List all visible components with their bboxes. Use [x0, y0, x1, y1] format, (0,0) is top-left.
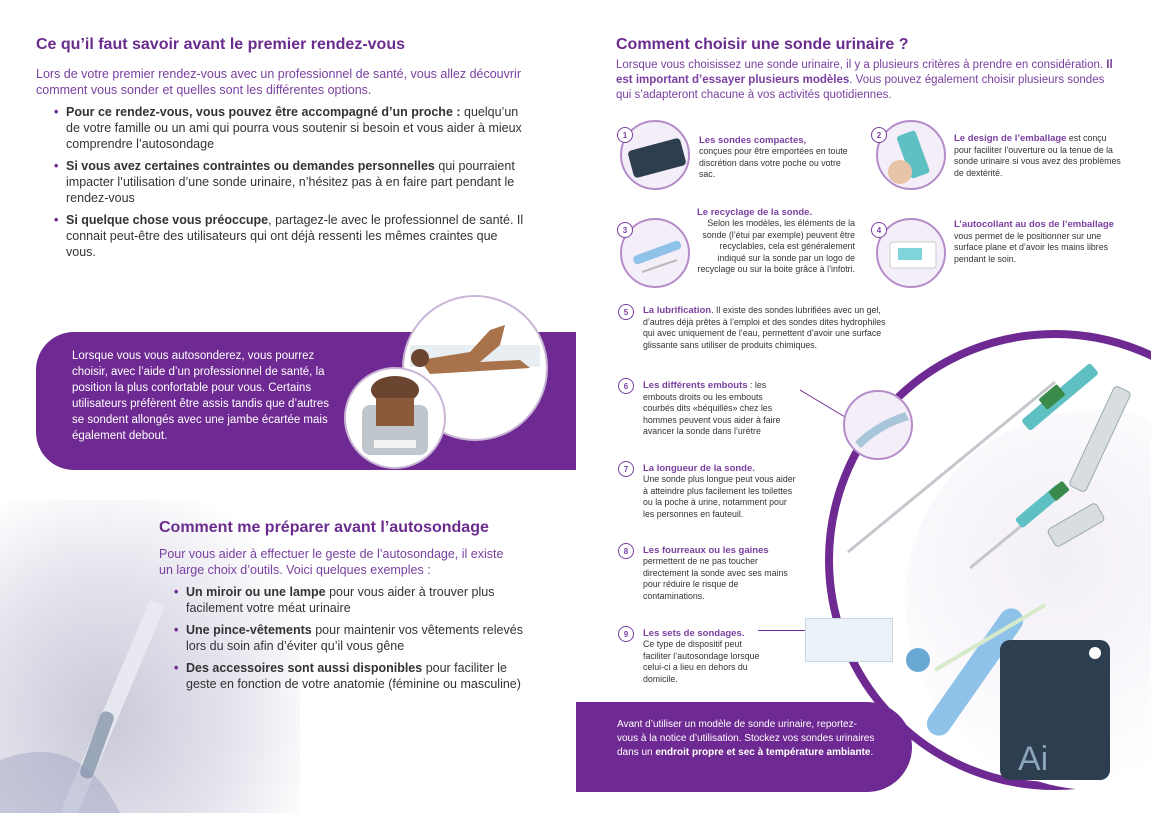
item-3: Le recyclage de la sonde. Selon les modèles, les éléments de la sonde (l’étui par exemple) peuvent être recyclables, cela est généralement indiqué sur la sonde par un logo de recyclage ou sur la boite grâce à l’infotri. [697, 207, 855, 274]
left-bullets-2 [174, 584, 534, 698]
connector-line-9 [758, 630, 808, 631]
item-9: Les sets de sondages. Ce type de dispositif peut faciliter l’autosondage lorsque celui-ci a lieu en dehors du domicile. [643, 628, 760, 684]
item-5: La lubrification. Il existe des sondes lubrifiées avec un gel, d’autres déjà prêtes à l’emploi et des sondes dites hydrophiles qui avec uniquement de l’eau, permettent d’avoir une surface glissante sans utiliser de produits chimiques. [643, 305, 886, 350]
left-title-2: Comment me préparer avant l’autosondage [159, 519, 489, 536]
item-4: L’autocollant au dos de l’emballage vous permet de le positionner sur une surface plane et d’avoir les mains libres pendant le soin. [954, 219, 1114, 264]
list-item: • Pour ce rendez-vous, vous pouvez être accompagné d’un proche : quelqu’un de votre famille ou un ami qui pourra vous soutenir si besoin et vous aider à mieux comprendre l’autosondage [54, 104, 524, 152]
storage-callout-text: Avant d’utiliser un modèle de sonde urinaire, reportez-vous à la notice d’utilisation. Stockez vos sondes urinaires dans un endroit propre et sec à température ambiante. [617, 719, 875, 758]
item-number: 5 [618, 304, 634, 320]
item-8: Les fourreaux ou les gaines permettent de ne pas toucher directement la sonde avec ses mains pour réduire le risque de contaminations. [643, 545, 788, 601]
item-number: 1 [617, 127, 633, 143]
positions-panel-text: Lorsque vous vous autosonderez, vous pourrez choisir, avec l’aide d’un professionnel de santé, la position la plus confortable pour vous. Certains utilisateurs préfèrent être assis tandis que d’autres se sondent allongés avec une jambe écartée mais également debout. [72, 350, 329, 442]
list-item: • Une pince-vêtements pour maintenir vos vêtements relevés lors du soin afin d’éviter qu’il vous gêne [174, 622, 534, 654]
left-title-1: Ce qu’il faut savoir avant le premier rendez-vous [36, 36, 405, 53]
left-intro-1: Lors de votre premier rendez-vous avec un professionnel de santé, vous allez découvrir comment vous sonder et quelles sont les différentes options. [36, 67, 521, 97]
catheter-set-image [805, 618, 893, 662]
left-intro-2: Pour vous aider à effectuer le geste de l’autosondage, il existe un large choix d’outils. Voici quelques exemples : [159, 547, 504, 577]
item-number: 3 [617, 222, 633, 238]
item-2: Le design de l’emballage est conçu pour faciliter l’ouverture ou la tenue de la sonde urinaire si vous avez des problèmes de dextérité. [954, 133, 1121, 178]
pouch-brand-text: Ai [1018, 740, 1049, 778]
item-number: 2 [871, 127, 887, 143]
list-item: • Si quelque chose vous préoccupe, partagez-le avec le professionnel de santé. Il connait peut-être des utilisateurs qui ont déjà ressenti les mêmes craintes que vous. [54, 212, 524, 260]
packaging-design-image [876, 120, 946, 190]
left-bullets-1 [54, 104, 524, 266]
right-intro: Lorsque vous choisissez une sonde urinaire, il y a plusieurs critères à prendre en considération. Il est important d’essayer plusieurs modèles. Vous pouvez également choisir plusieurs sondes qui s’adapteront chacune à vos activités quotidiennes. [616, 59, 1113, 101]
item-number: 8 [618, 543, 634, 559]
tip-closeup-image [843, 390, 913, 460]
list-item: • Un miroir ou une lampe pour vous aider à trouver plus facilement votre méat urinaire [174, 584, 534, 616]
item-7: La longueur de la sonde. Une sonde plus longue peut vous aider à atteindre plus facilement les toilettes ou la poche à urine, notamment pour les personnes en fauteuil. [643, 463, 796, 519]
item-6: Les différents embouts : les embouts droits ou les embouts courbés dits «béquillés» chez les hommes peuvent vous aider à faire avancer la sonde dans l’urètre [643, 380, 781, 436]
item-number: 7 [618, 461, 634, 477]
right-title: Comment choisir une sonde urinaire ? [616, 36, 909, 53]
list-item: • Des accessoires sont aussi disponibles pour faciliter le geste en fonction de votre anatomie (féminine ou masculine) [174, 660, 534, 692]
list-item: • Si vous avez certaines contraintes ou demandes personnelles qui pourraient impacter l’utilisation d’une sonde urinaire, n’hésitez pas à en faire part pendant le rendez-vous [54, 158, 524, 206]
item-number: 4 [871, 222, 887, 238]
item-number: 9 [618, 626, 634, 642]
item-1: Les sondes compactes, conçues pour être emportées en toute discrétion dans votre poche ou votre sac. [699, 135, 848, 179]
positions-illustration [340, 290, 570, 480]
item-number: 6 [618, 378, 634, 394]
